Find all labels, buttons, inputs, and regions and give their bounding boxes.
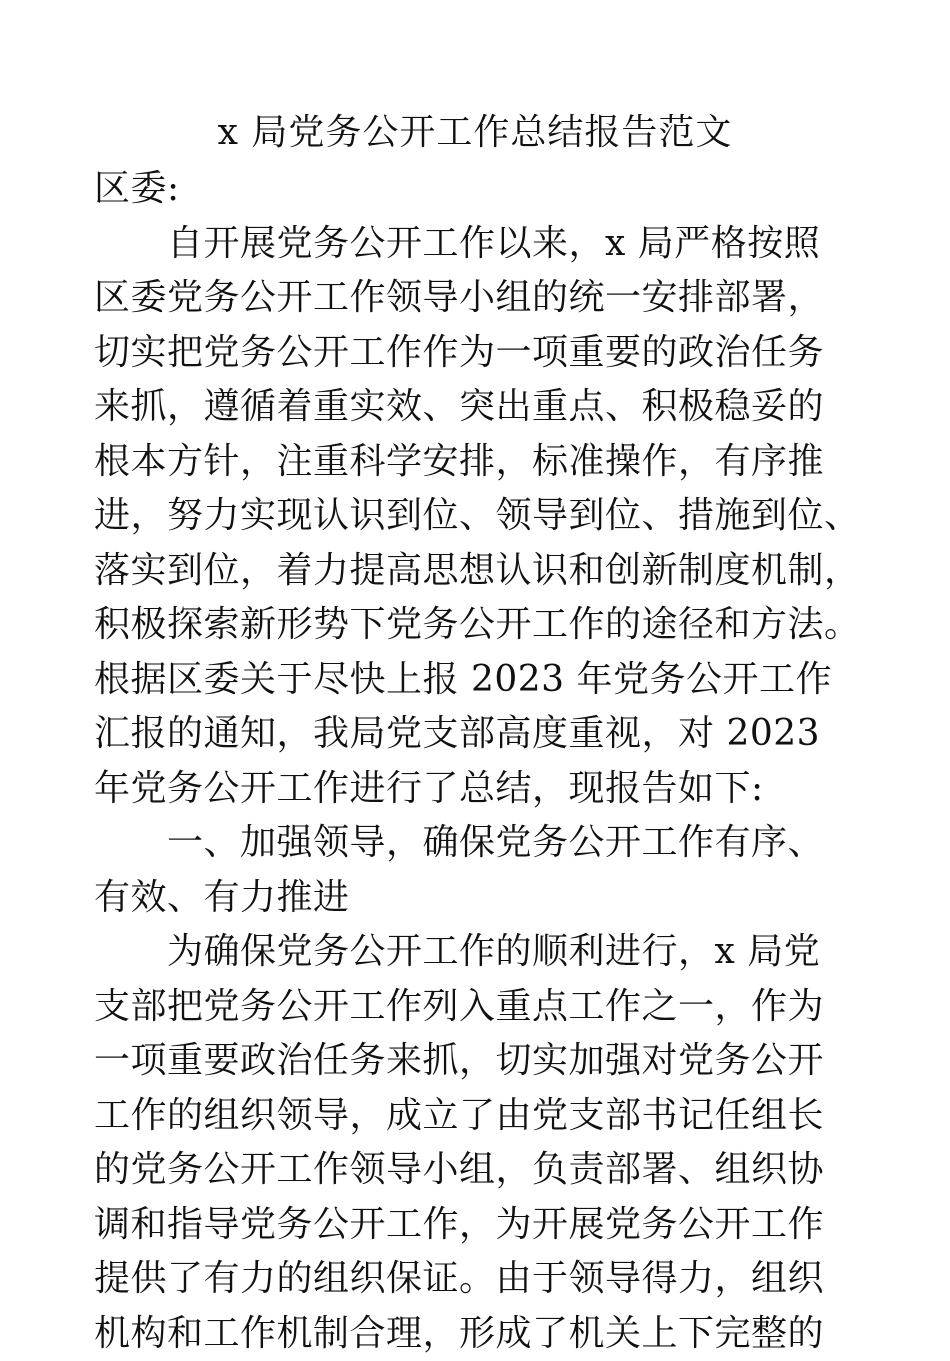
- paragraph-line: 根本方针，注重科学安排，标准操作，有序推: [94, 435, 894, 490]
- paragraph-line: 工作的组织领导，成立了由党支部书记任组长: [94, 1089, 894, 1144]
- paragraph-line: 进，努力实现认识到位、领导到位、措施到位、: [94, 489, 894, 544]
- paragraph-line: 切实把党务公开工作作为一项重要的政治任务: [94, 326, 894, 381]
- paragraph-line: 根据区委关于尽快上报 2023 年党务公开工作: [94, 653, 894, 708]
- paragraph-line: 落实到位，着力提高思想认识和创新制度机制，: [94, 544, 894, 599]
- paragraph-line: 提供了有力的组织保证。由于领导得力，组织: [94, 1252, 894, 1307]
- paragraph-line: 自开展党务公开工作以来，x 局严格按照: [94, 217, 894, 272]
- section-heading-line: 有效、有力推进: [94, 871, 894, 926]
- paragraph-line: 积极探索新形势下党务公开工作的途径和方法。: [94, 598, 894, 653]
- paragraph-line: 区委党务公开工作领导小组的统一安排部署，: [94, 271, 894, 326]
- paragraph-line: 的党务公开工作领导小组，负责部署、组织协: [94, 1143, 894, 1198]
- paragraph-line: 来抓，遵循着重实效、突出重点、积极稳妥的: [94, 380, 894, 435]
- salutation-line: 区委:: [94, 162, 894, 217]
- paragraph-line: 年党务公开工作进行了总结，现报告如下:: [94, 762, 894, 817]
- section-heading-line: 一、加强领导，确保党务公开工作有序、: [94, 816, 894, 871]
- document-title: x 局党务公开工作总结报告范文: [0, 108, 950, 158]
- paragraph-line: 为确保党务公开工作的顺利进行，x 局党: [94, 925, 894, 980]
- document-body: [94, 162, 894, 1361]
- paragraph-line: 机构和工作机制合理，形成了机关上下完整的: [94, 1307, 894, 1361]
- paragraph-line: 调和指导党务公开工作，为开展党务公开工作: [94, 1198, 894, 1253]
- paragraph-line: 支部把党务公开工作列入重点工作之一，作为: [94, 980, 894, 1035]
- paragraph-line: 汇报的通知，我局党支部高度重视，对 2023: [94, 707, 894, 762]
- paragraph-line: 一项重要政治任务来抓，切实加强对党务公开: [94, 1034, 894, 1089]
